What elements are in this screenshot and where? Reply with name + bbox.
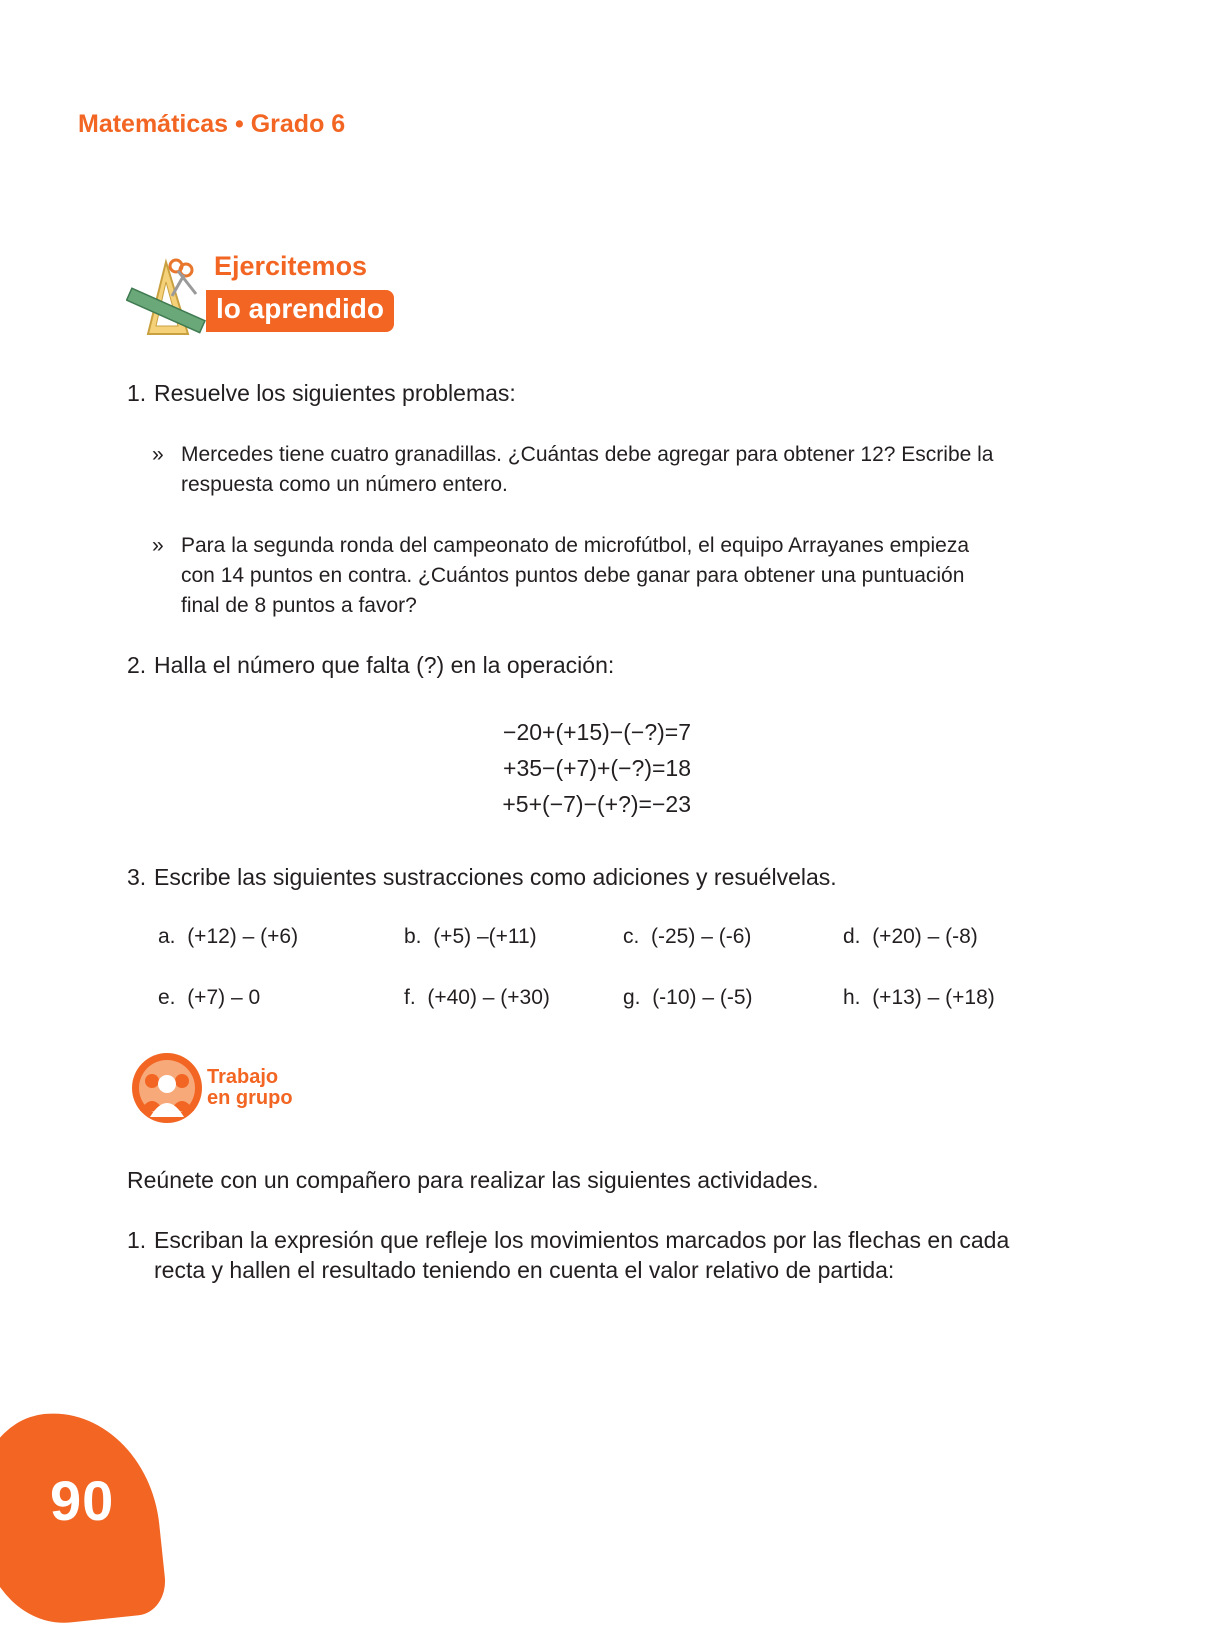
exercise-expression: (+13) – (+18) [872, 986, 995, 1009]
question-number: 2. [127, 652, 147, 678]
equation: −20+(+15)−(−?)=7 [503, 719, 691, 745]
bullet-line: con 14 puntos en contra. ¿Cuántos puntos debe ganar para obtener una puntuación [181, 564, 965, 587]
question-number: 3. [127, 864, 147, 890]
exercise-item [843, 925, 978, 949]
section-title-line2: lo aprendido [216, 293, 384, 324]
exercise-expression: (-25) – (-6) [651, 925, 752, 948]
exercise-label: c. [623, 925, 640, 948]
group-work-line: en grupo [207, 1087, 293, 1109]
question-number: 1. [127, 1227, 147, 1253]
question-line: recta y hallen el resultado teniendo en cuenta el valor relativo de partida: [154, 1257, 895, 1283]
equation: +5+(−7)−(+?)=−23 [502, 791, 691, 817]
question-text: Resuelve los siguientes problemas: [154, 380, 516, 406]
group-work-line: Trabajo [207, 1066, 279, 1088]
exercise-expression: (+40) – (+30) [427, 986, 550, 1009]
section-title-line1: Ejercitemos [214, 251, 368, 281]
question-number: 1. [127, 380, 147, 406]
exercise-expression: (+12) – (+6) [187, 925, 299, 948]
exercise-item [404, 925, 537, 949]
bullet-line: respuesta como un número entero. [181, 473, 508, 496]
exercise-label: f. [404, 986, 416, 1009]
bullet-mark: » [152, 534, 164, 557]
bullet-line: Mercedes tiene cuatro granadillas. ¿Cuántas debe agregar para obtener 12? Escribe la [181, 443, 994, 466]
equation-list [491, 714, 691, 822]
exercise-item [623, 986, 753, 1010]
bullet-mark: » [152, 443, 164, 466]
group-work-title [207, 1067, 293, 1109]
exercise-label: g. [623, 986, 641, 1009]
exercise-item [623, 925, 751, 949]
exercise-expression: (+20) – (-8) [872, 925, 978, 948]
ruler-scissors-icon [126, 252, 216, 342]
exercise-item [843, 986, 995, 1010]
exercise-item [158, 925, 298, 949]
bullet-line: final de 8 puntos a favor? [181, 594, 417, 617]
exercise-label: e. [158, 986, 176, 1009]
exercise-expression: (-10) – (-5) [652, 986, 753, 1009]
question-line: Escriban la expresión que refleje los movimientos marcados por las flechas en cada [154, 1227, 1010, 1253]
question-text: Escribe las siguientes sustracciones como adiciones y resuélvelas. [154, 864, 837, 890]
exercise-expression: (+5) –(+11) [433, 925, 537, 948]
exercise-item [404, 986, 550, 1010]
question-text: Halla el número que falta (?) en la operación: [154, 652, 615, 678]
exercise-label: h. [843, 986, 861, 1009]
equation: +35−(+7)+(−?)=18 [503, 755, 691, 781]
bullet-line: Para la segunda ronda del campeonato de microfútbol, el equipo Arrayanes empieza [181, 534, 970, 557]
exercise-label: b. [404, 925, 422, 948]
exercise-label: d. [843, 925, 861, 948]
exercise-item [158, 986, 260, 1010]
group-intro: Reúnete con un compañero para realizar las siguientes actividades. [127, 1167, 819, 1193]
exercise-expression: (+7) – 0 [187, 986, 261, 1009]
running-header: Matemáticas • Grado 6 [78, 110, 346, 138]
exercise-label: a. [158, 925, 176, 948]
group-work-icon [130, 1051, 204, 1125]
page-number: 90 [50, 1469, 115, 1532]
